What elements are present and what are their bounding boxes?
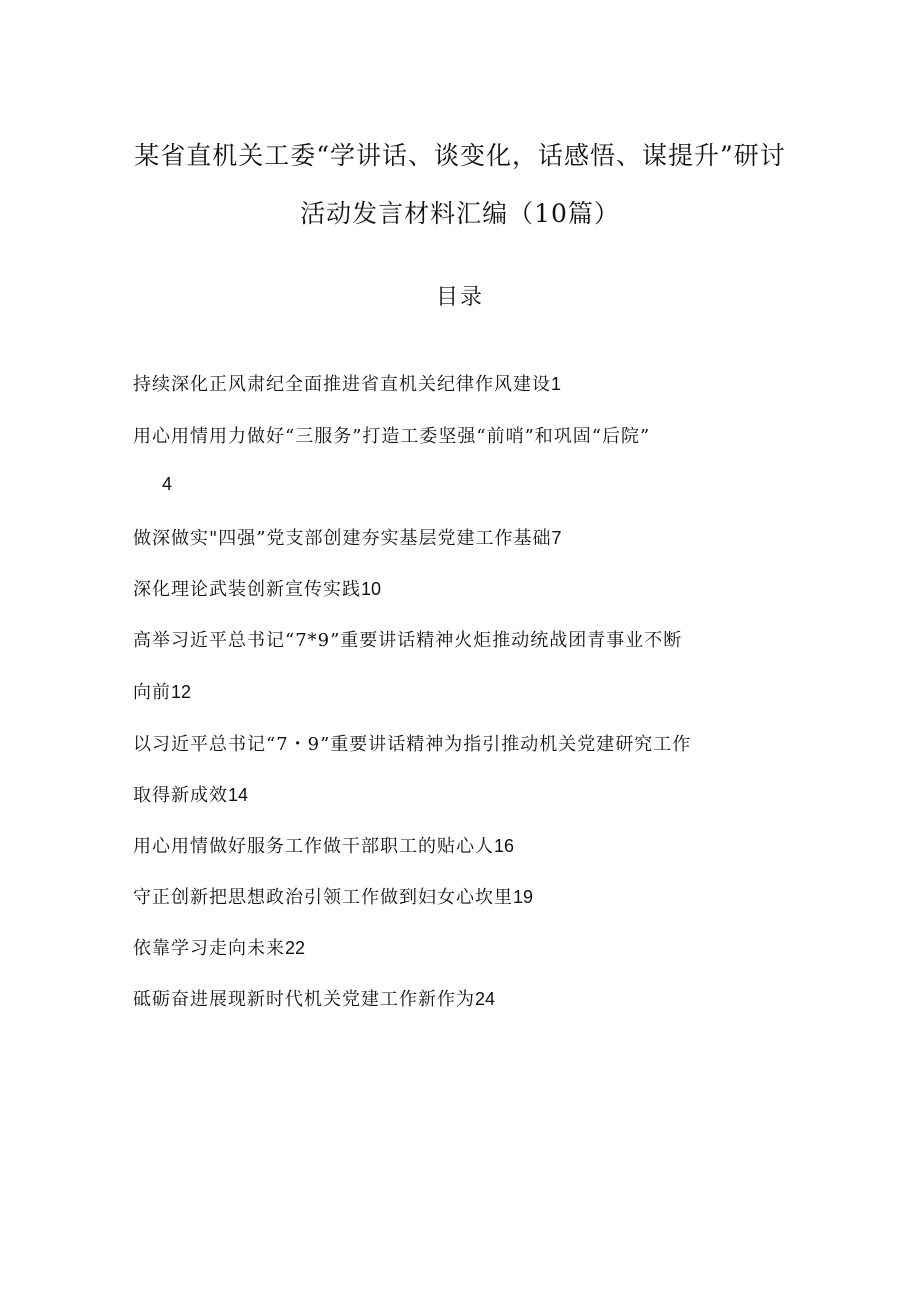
document-title-line-2: 活动发言材料汇编（10篇）	[300, 199, 620, 228]
toc-entry-page: 7	[551, 528, 562, 548]
toc-entry-page: 24	[475, 989, 496, 1009]
toc-entry-page-line	[162, 474, 172, 495]
toc-entry-continuation[interactable]	[133, 678, 191, 704]
toc-entry[interactable]	[133, 422, 650, 448]
toc-entry-page: 10	[361, 579, 382, 599]
toc-entry[interactable]	[133, 934, 305, 960]
toc-entry[interactable]	[133, 575, 381, 601]
toc-entry-page: 16	[494, 836, 515, 856]
toc-entry[interactable]	[133, 883, 533, 909]
toc-entry[interactable]	[133, 832, 514, 858]
toc-entry-title: 向前	[133, 682, 171, 703]
toc-entry-page: 1	[551, 374, 562, 394]
toc-entry-page: 14	[228, 785, 249, 805]
toc-entry-title: 砥砺奋进展现新时代机关党建工作新作为	[133, 989, 475, 1010]
toc-entry-title: 以习近平总书记“7・9”重要讲话精神为指引推动机关党建研究工作	[133, 734, 692, 755]
document-title-line-1: 某省直机关工委“学讲话、谈变化，话感悟、谋提升”研讨	[134, 141, 786, 170]
toc-entry-title: 做深做实"四强”党支部创建夯实基层党建工作基础	[133, 528, 552, 549]
toc-entry-page: 12	[171, 682, 192, 702]
toc-entry[interactable]	[133, 985, 495, 1011]
toc-heading: 目录	[435, 285, 484, 310]
toc-entry-title: 深化理论武装创新宣传实践	[133, 579, 361, 600]
toc-entry-title: 用心用情做好服务工作做干部职工的贴心人	[133, 836, 494, 857]
toc-entry[interactable]	[133, 626, 682, 652]
toc-entry[interactable]	[133, 730, 691, 756]
toc-entry-title: 持续深化正风肃纪全面推进省直机关纪律作风建设	[133, 374, 551, 395]
toc-entry-title: 依靠学习走向未来	[133, 938, 285, 959]
toc-entry[interactable]	[133, 370, 561, 396]
toc-entry-page: 22	[285, 938, 306, 958]
toc-entry-page: 4	[162, 474, 173, 494]
toc-entry-title: 高举习近平总书记“7*9”重要讲话精神火炬推动统战团青事业不断	[133, 630, 683, 651]
toc-entry-title: 守正创新把思想政治引领工作做到妇女心坎里	[133, 887, 513, 908]
toc-entry-title: 用心用情用力做好“三服务”打造工委坚强“前哨”和巩固“后院”	[133, 426, 651, 447]
toc-entry-title: 取得新成效	[133, 785, 228, 806]
toc-entry-continuation[interactable]	[133, 781, 248, 807]
toc-entry-page: 19	[513, 887, 534, 907]
toc-entry[interactable]	[133, 524, 562, 550]
